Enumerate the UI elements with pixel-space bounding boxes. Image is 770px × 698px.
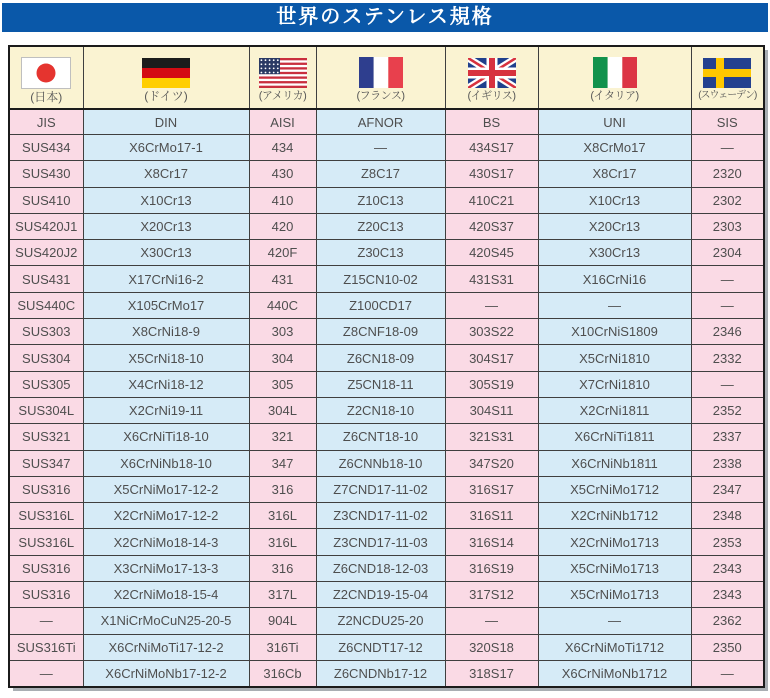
cell-din: X17CrNi16-2	[83, 266, 249, 292]
flag-cell-sis	[691, 46, 764, 109]
cell-bs: 316S19	[445, 555, 538, 581]
cell-aisi: 420F	[249, 240, 316, 266]
table-row	[9, 555, 764, 581]
cell-jis: SUS440C	[9, 292, 83, 318]
cell-aisi: 304L	[249, 397, 316, 423]
cell-afnor: Z2NCDU25-20	[316, 608, 445, 634]
cell-jis: SUS410	[9, 187, 83, 213]
cell-sis: 2338	[691, 450, 764, 476]
table-row	[9, 397, 764, 423]
cell-din: X8Cr17	[83, 161, 249, 187]
cell-uni: X5CrNiMo1713	[538, 582, 691, 608]
cell-afnor: Z5CN18-11	[316, 371, 445, 397]
cell-uni: X5CrNi1810	[538, 345, 691, 371]
cell-uni: X16CrNi16	[538, 266, 691, 292]
cell-uni: X6CrNiTi1811	[538, 424, 691, 450]
cell-jis: SUS420J2	[9, 240, 83, 266]
flag-cell-aisi	[249, 46, 316, 109]
cell-din: X6CrNiTi18-10	[83, 424, 249, 450]
cell-afnor: Z2CND19-15-04	[316, 582, 445, 608]
cell-uni: X2CrNi1811	[538, 397, 691, 423]
table-row	[9, 529, 764, 555]
flag-cell-uni	[538, 46, 691, 109]
cell-bs: 316S11	[445, 503, 538, 529]
cell-bs: 316S14	[445, 529, 538, 555]
cell-afnor: Z15CN10-02	[316, 266, 445, 292]
cell-din: X6CrNiMoNb17-12-2	[83, 660, 249, 687]
cell-sis: —	[691, 660, 764, 687]
cell-aisi: 316	[249, 476, 316, 502]
cell-uni: X10CrNiS1809	[538, 319, 691, 345]
country-label-uni: (イタリア)	[590, 90, 639, 102]
table-row	[9, 135, 764, 161]
cell-bs: 318S17	[445, 660, 538, 687]
cell-afnor: Z8C17	[316, 161, 445, 187]
page-title: 世界のステンレス規格	[2, 3, 768, 32]
cell-uni: —	[538, 608, 691, 634]
cell-din: X105CrMo17	[83, 292, 249, 318]
cell-jis: SUS316	[9, 476, 83, 502]
cell-aisi: 434	[249, 135, 316, 161]
cell-uni: X2CrNiMo1713	[538, 529, 691, 555]
cell-jis: SUS316	[9, 582, 83, 608]
flag-cell-din	[83, 46, 249, 109]
standards-table-wrapper	[8, 45, 763, 688]
cell-bs: —	[445, 292, 538, 318]
cell-jis: —	[9, 608, 83, 634]
cell-bs: 303S22	[445, 319, 538, 345]
france-flag-icon	[317, 57, 445, 88]
cell-bs: 321S31	[445, 424, 538, 450]
cell-din: X2CrNiMo18-14-3	[83, 529, 249, 555]
cell-din: X2CrNiMo18-15-4	[83, 582, 249, 608]
cell-din: X2CrNi19-11	[83, 397, 249, 423]
cell-afnor: Z6CND18-12-03	[316, 555, 445, 581]
cell-din: X4CrNi18-12	[83, 371, 249, 397]
cell-bs: 320S18	[445, 634, 538, 660]
cell-sis: 2350	[691, 634, 764, 660]
cell-sis: 2343	[691, 582, 764, 608]
cell-afnor: Z6CNNb18-10	[316, 450, 445, 476]
cell-sis: 2362	[691, 608, 764, 634]
cell-bs: 305S19	[445, 371, 538, 397]
cell-din: X10Cr13	[83, 187, 249, 213]
cell-uni: X6CrNiMoNb1712	[538, 660, 691, 687]
cell-aisi: 317L	[249, 582, 316, 608]
cell-afnor: Z7CND17-11-02	[316, 476, 445, 502]
cell-uni: X30Cr13	[538, 240, 691, 266]
table-row	[9, 266, 764, 292]
flag-cell-bs	[445, 46, 538, 109]
cell-uni: X6CrNiMoTi1712	[538, 634, 691, 660]
cell-afnor: Z6CN18-09	[316, 345, 445, 371]
cell-uni: X20Cr13	[538, 213, 691, 239]
cell-din: X6CrMo17-1	[83, 135, 249, 161]
standard-code-header-uni: UNI	[538, 109, 691, 135]
cell-sis: 2320	[691, 161, 764, 187]
cell-bs: 347S20	[445, 450, 538, 476]
table-row	[9, 608, 764, 634]
sweden-flag-icon	[692, 58, 764, 88]
country-label-sis: (スウェーデン)	[698, 89, 757, 101]
standard-code-header-jis: JIS	[9, 109, 83, 135]
standard-code-header-row	[9, 109, 764, 135]
cell-sis: 2337	[691, 424, 764, 450]
cell-jis: SUS420J1	[9, 213, 83, 239]
cell-sis: —	[691, 292, 764, 318]
table-row	[9, 187, 764, 213]
cell-afnor: Z30C13	[316, 240, 445, 266]
cell-sis: 2343	[691, 555, 764, 581]
cell-aisi: 303	[249, 319, 316, 345]
cell-aisi: 440C	[249, 292, 316, 318]
cell-aisi: 321	[249, 424, 316, 450]
country-label-aisi: (アメリカ)	[258, 89, 307, 102]
standard-code-header-afnor: AFNOR	[316, 109, 445, 135]
cell-uni: —	[538, 292, 691, 318]
cell-uni: X2CrNiNb1712	[538, 503, 691, 529]
cell-uni: X10Cr13	[538, 187, 691, 213]
table-row	[9, 240, 764, 266]
table-row	[9, 582, 764, 608]
cell-afnor: Z6CNT18-10	[316, 424, 445, 450]
cell-afnor: Z100CD17	[316, 292, 445, 318]
uk-flag-icon	[446, 58, 538, 88]
table-row	[9, 371, 764, 397]
cell-sis: 2352	[691, 397, 764, 423]
cell-afnor: Z8CNF18-09	[316, 319, 445, 345]
cell-sis: —	[691, 371, 764, 397]
japan-flag-icon	[10, 57, 83, 89]
cell-sis: 2332	[691, 345, 764, 371]
table-row	[9, 292, 764, 318]
country-label-din: (ドイツ)	[144, 88, 188, 103]
cell-aisi: 304	[249, 345, 316, 371]
cell-aisi: 316	[249, 555, 316, 581]
table-row	[9, 450, 764, 476]
cell-bs: 431S31	[445, 266, 538, 292]
table-row	[9, 161, 764, 187]
cell-jis: —	[9, 660, 83, 687]
cell-sis: —	[691, 266, 764, 292]
standard-code-header-din: DIN	[83, 109, 249, 135]
usa-flag-icon	[250, 58, 316, 88]
table-row	[9, 319, 764, 345]
cell-sis: —	[691, 135, 764, 161]
cell-afnor: Z3CND17-11-02	[316, 503, 445, 529]
flag-header-row	[9, 46, 764, 109]
cell-aisi: 430	[249, 161, 316, 187]
cell-uni: X7CrNi1810	[538, 371, 691, 397]
table-row	[9, 660, 764, 687]
cell-uni: X6CrNiNb1811	[538, 450, 691, 476]
cell-din: X6CrNiNb18-10	[83, 450, 249, 476]
cell-jis: SUS303	[9, 319, 83, 345]
cell-uni: X8CrMo17	[538, 135, 691, 161]
cell-jis: SUS316L	[9, 503, 83, 529]
cell-afnor: Z3CND17-11-03	[316, 529, 445, 555]
cell-bs: 304S17	[445, 345, 538, 371]
table-row	[9, 424, 764, 450]
table-row	[9, 345, 764, 371]
cell-uni: X5CrNiMo1713	[538, 555, 691, 581]
cell-aisi: 420	[249, 213, 316, 239]
cell-aisi: 431	[249, 266, 316, 292]
cell-aisi: 316Cb	[249, 660, 316, 687]
cell-aisi: 305	[249, 371, 316, 397]
cell-sis: 2348	[691, 503, 764, 529]
country-label-bs: (イギリス)	[467, 89, 516, 102]
table-row	[9, 213, 764, 239]
cell-sis: 2302	[691, 187, 764, 213]
table-row	[9, 634, 764, 660]
country-label-jis: (日本)	[30, 89, 63, 104]
cell-afnor: Z6CNDNb17-12	[316, 660, 445, 687]
flag-cell-jis	[9, 46, 83, 109]
germany-flag-icon	[84, 58, 249, 88]
cell-jis: SUS434	[9, 135, 83, 161]
cell-din: X20Cr13	[83, 213, 249, 239]
cell-bs: 410C21	[445, 187, 538, 213]
cell-sis: 2353	[691, 529, 764, 555]
cell-din: X1NiCrMoCuN25-20-5	[83, 608, 249, 634]
cell-afnor: —	[316, 135, 445, 161]
cell-din: X8CrNi18-9	[83, 319, 249, 345]
cell-bs: —	[445, 608, 538, 634]
cell-afnor: Z20C13	[316, 213, 445, 239]
cell-bs: 317S12	[445, 582, 538, 608]
standards-table	[8, 45, 765, 688]
cell-afnor: Z6CNDT17-12	[316, 634, 445, 660]
cell-sis: 2347	[691, 476, 764, 502]
cell-jis: SUS316Ti	[9, 634, 83, 660]
cell-aisi: 316L	[249, 503, 316, 529]
cell-uni: X8Cr17	[538, 161, 691, 187]
cell-jis: SUS305	[9, 371, 83, 397]
cell-aisi: 347	[249, 450, 316, 476]
cell-sis: 2303	[691, 213, 764, 239]
cell-jis: SUS316L	[9, 529, 83, 555]
cell-sis: 2346	[691, 319, 764, 345]
cell-aisi: 316Ti	[249, 634, 316, 660]
standard-code-header-aisi: AISI	[249, 109, 316, 135]
standard-code-header-sis: SIS	[691, 109, 764, 135]
cell-jis: SUS347	[9, 450, 83, 476]
cell-aisi: 410	[249, 187, 316, 213]
cell-din: X30Cr13	[83, 240, 249, 266]
cell-aisi: 316L	[249, 529, 316, 555]
country-label-afnor: (フランス)	[356, 90, 405, 102]
table-row	[9, 476, 764, 502]
cell-uni: X5CrNiMo1712	[538, 476, 691, 502]
cell-din: X5CrNi18-10	[83, 345, 249, 371]
cell-bs: 430S17	[445, 161, 538, 187]
cell-afnor: Z10C13	[316, 187, 445, 213]
standard-code-header-bs: BS	[445, 109, 538, 135]
cell-din: X3CrNiMo17-13-3	[83, 555, 249, 581]
cell-din: X6CrNiMoTi17-12-2	[83, 634, 249, 660]
cell-sis: 2304	[691, 240, 764, 266]
cell-jis: SUS316	[9, 555, 83, 581]
cell-jis: SUS431	[9, 266, 83, 292]
cell-din: X5CrNiMo17-12-2	[83, 476, 249, 502]
cell-jis: SUS304L	[9, 397, 83, 423]
cell-jis: SUS430	[9, 161, 83, 187]
cell-jis: SUS321	[9, 424, 83, 450]
cell-din: X2CrNiMo17-12-2	[83, 503, 249, 529]
cell-bs: 420S37	[445, 213, 538, 239]
flag-cell-afnor	[316, 46, 445, 109]
cell-bs: 434S17	[445, 135, 538, 161]
cell-bs: 316S17	[445, 476, 538, 502]
cell-bs: 304S11	[445, 397, 538, 423]
cell-bs: 420S45	[445, 240, 538, 266]
cell-jis: SUS304	[9, 345, 83, 371]
table-row	[9, 503, 764, 529]
cell-afnor: Z2CN18-10	[316, 397, 445, 423]
cell-aisi: 904L	[249, 608, 316, 634]
italy-flag-icon	[539, 57, 691, 88]
